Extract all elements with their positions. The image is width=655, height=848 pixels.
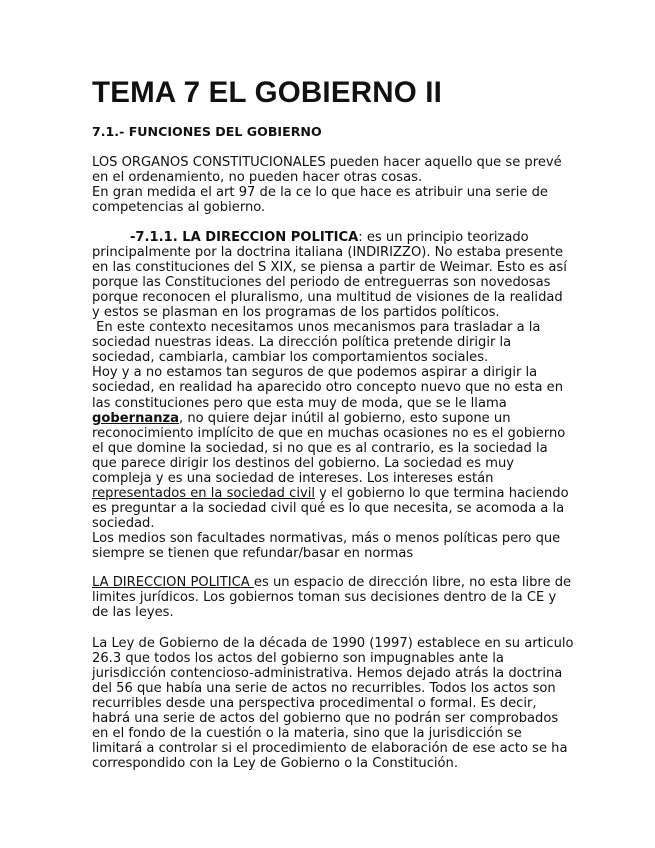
text-line: compleja y es una sociedad de intereses. Los intereses están bbox=[92, 470, 494, 486]
text-line: correspondido con la Ley de Gobierno o la Constitución. bbox=[92, 756, 459, 772]
gobernanza-line bbox=[92, 411, 592, 426]
text-line: Hoy y a no estamos tan seguros de que podemos aspirar a dirigir la bbox=[92, 365, 538, 381]
text-line: Los medios son facultades normativas, más o menos políticas pero que bbox=[92, 530, 561, 546]
text-line: en las constituciones del S XIX, se piensa a partir de Weimar. Esto es así bbox=[92, 260, 567, 276]
direccion-underlined: LA DIRECCION POLITICA bbox=[92, 575, 254, 590]
text-line: porque las Constituciones del periodo de entreguerras son novedosas bbox=[92, 275, 551, 291]
text-line: porque reconocen el pluralismo, una multitud de visiones de la realidad bbox=[92, 290, 563, 306]
text-line: que parece dirigir los destinos del gobierno. La sociedad es muy bbox=[92, 455, 514, 471]
text-line: en el fondo de la cuestión o la materia, sino que la jurisdicción se bbox=[92, 726, 522, 742]
ley-gobierno-paragraph bbox=[92, 636, 592, 771]
text-line: del 56 que había una serie de actos no recurribles. Todos los actos son bbox=[92, 681, 556, 697]
text-line: principalmente por la doctrina italiana (INDIRIZZO). No estaba presente bbox=[92, 245, 564, 261]
text-line: limites jurídicos. Los gobiernos toman sus decisiones dentro de la CE y bbox=[92, 590, 557, 606]
text-line: y estos se plasman en los programas de los partidos políticos. bbox=[92, 305, 500, 321]
text-line: sociedad. bbox=[92, 515, 155, 531]
represented-line bbox=[92, 486, 592, 501]
represented-phrase: representados en la sociedad civil bbox=[92, 485, 315, 501]
text-line: La Ley de Gobierno de la década de 1990 (1997) establece en su articulo bbox=[92, 636, 574, 651]
subsection-heading: -7.1.1. LA DIRECCION POLITICA bbox=[130, 230, 359, 245]
text-line: de las leyes. bbox=[92, 605, 174, 621]
gobernanza-rest: , no quiere dejar inútil al gobierno, esto supone un bbox=[179, 410, 511, 426]
text-line: competencias al gobierno. bbox=[92, 200, 266, 216]
text-line: siempre se tienen que refundar/basar en normas bbox=[92, 545, 414, 561]
intro-paragraph bbox=[92, 155, 592, 215]
section-heading: 7.1.- FUNCIONES DEL GOBIERNO bbox=[92, 124, 322, 139]
text-line: habrá una serie de actos del gobierno que no podrán ser comprobados bbox=[92, 711, 559, 727]
represented-rest: y el gobierno lo que termina haciendo bbox=[315, 485, 569, 501]
text-line: es preguntar a la sociedad civil qué es lo que necesita, se acomoda a la bbox=[92, 500, 565, 516]
direccion-politica-section bbox=[92, 230, 592, 561]
text-line: limitará a controlar si el procedimiento de elaboración de ese acto se ha bbox=[92, 741, 568, 757]
document-title: TEMA 7 EL GOBIERNO II bbox=[92, 76, 443, 109]
subsection-heading-rest: : es un principio teorizado bbox=[358, 230, 529, 245]
text-line: sociedad, en realidad ha aparecido otro concepto nuevo que no esta en bbox=[92, 380, 564, 396]
text-line: jurisdicción contencioso-administrativa. Hemos dejado atrás la doctrina bbox=[92, 666, 563, 682]
text-line: reconocimiento implícito de que en muchas ocasiones no es el gobierno bbox=[92, 425, 566, 441]
text-line: recurribles desde una perspectiva procedimental o formal. Es decir, bbox=[92, 696, 537, 712]
text-line: En gran medida el art 97 de la ce lo que hace es atribuir una serie de bbox=[92, 185, 548, 201]
text-line: las constituciones pero que esta muy de moda, que se le llama bbox=[92, 395, 507, 411]
direccion-limits-paragraph bbox=[92, 575, 592, 620]
text-line: En este contexto necesitamos unos mecanismos para trasladar a la bbox=[92, 320, 541, 336]
text-line: sociedad, cambiarla, cambiar los comportamientos sociales. bbox=[92, 350, 489, 366]
subsection-first-line bbox=[92, 230, 592, 245]
text-line: 26.3 que todos los actos del gobierno son impugnables ante la bbox=[92, 651, 504, 667]
gobernanza-term: gobernanza bbox=[92, 410, 180, 426]
text-line: LOS ORGANOS CONSTITUCIONALES pueden hacer aquello que se prevé bbox=[92, 155, 562, 170]
text-line: en el ordenamiento, no pueden hacer otras cosas. bbox=[92, 170, 423, 186]
direccion-first-line bbox=[92, 575, 592, 590]
text-line: sociedad nuestras ideas. La dirección política pretende dirigir la bbox=[92, 335, 512, 351]
text-line: el que domine la sociedad, si no que es al contrario, es la sociedad la bbox=[92, 440, 548, 456]
direccion-rest: es un espacio de dirección libre, no esta libre de bbox=[253, 575, 572, 590]
